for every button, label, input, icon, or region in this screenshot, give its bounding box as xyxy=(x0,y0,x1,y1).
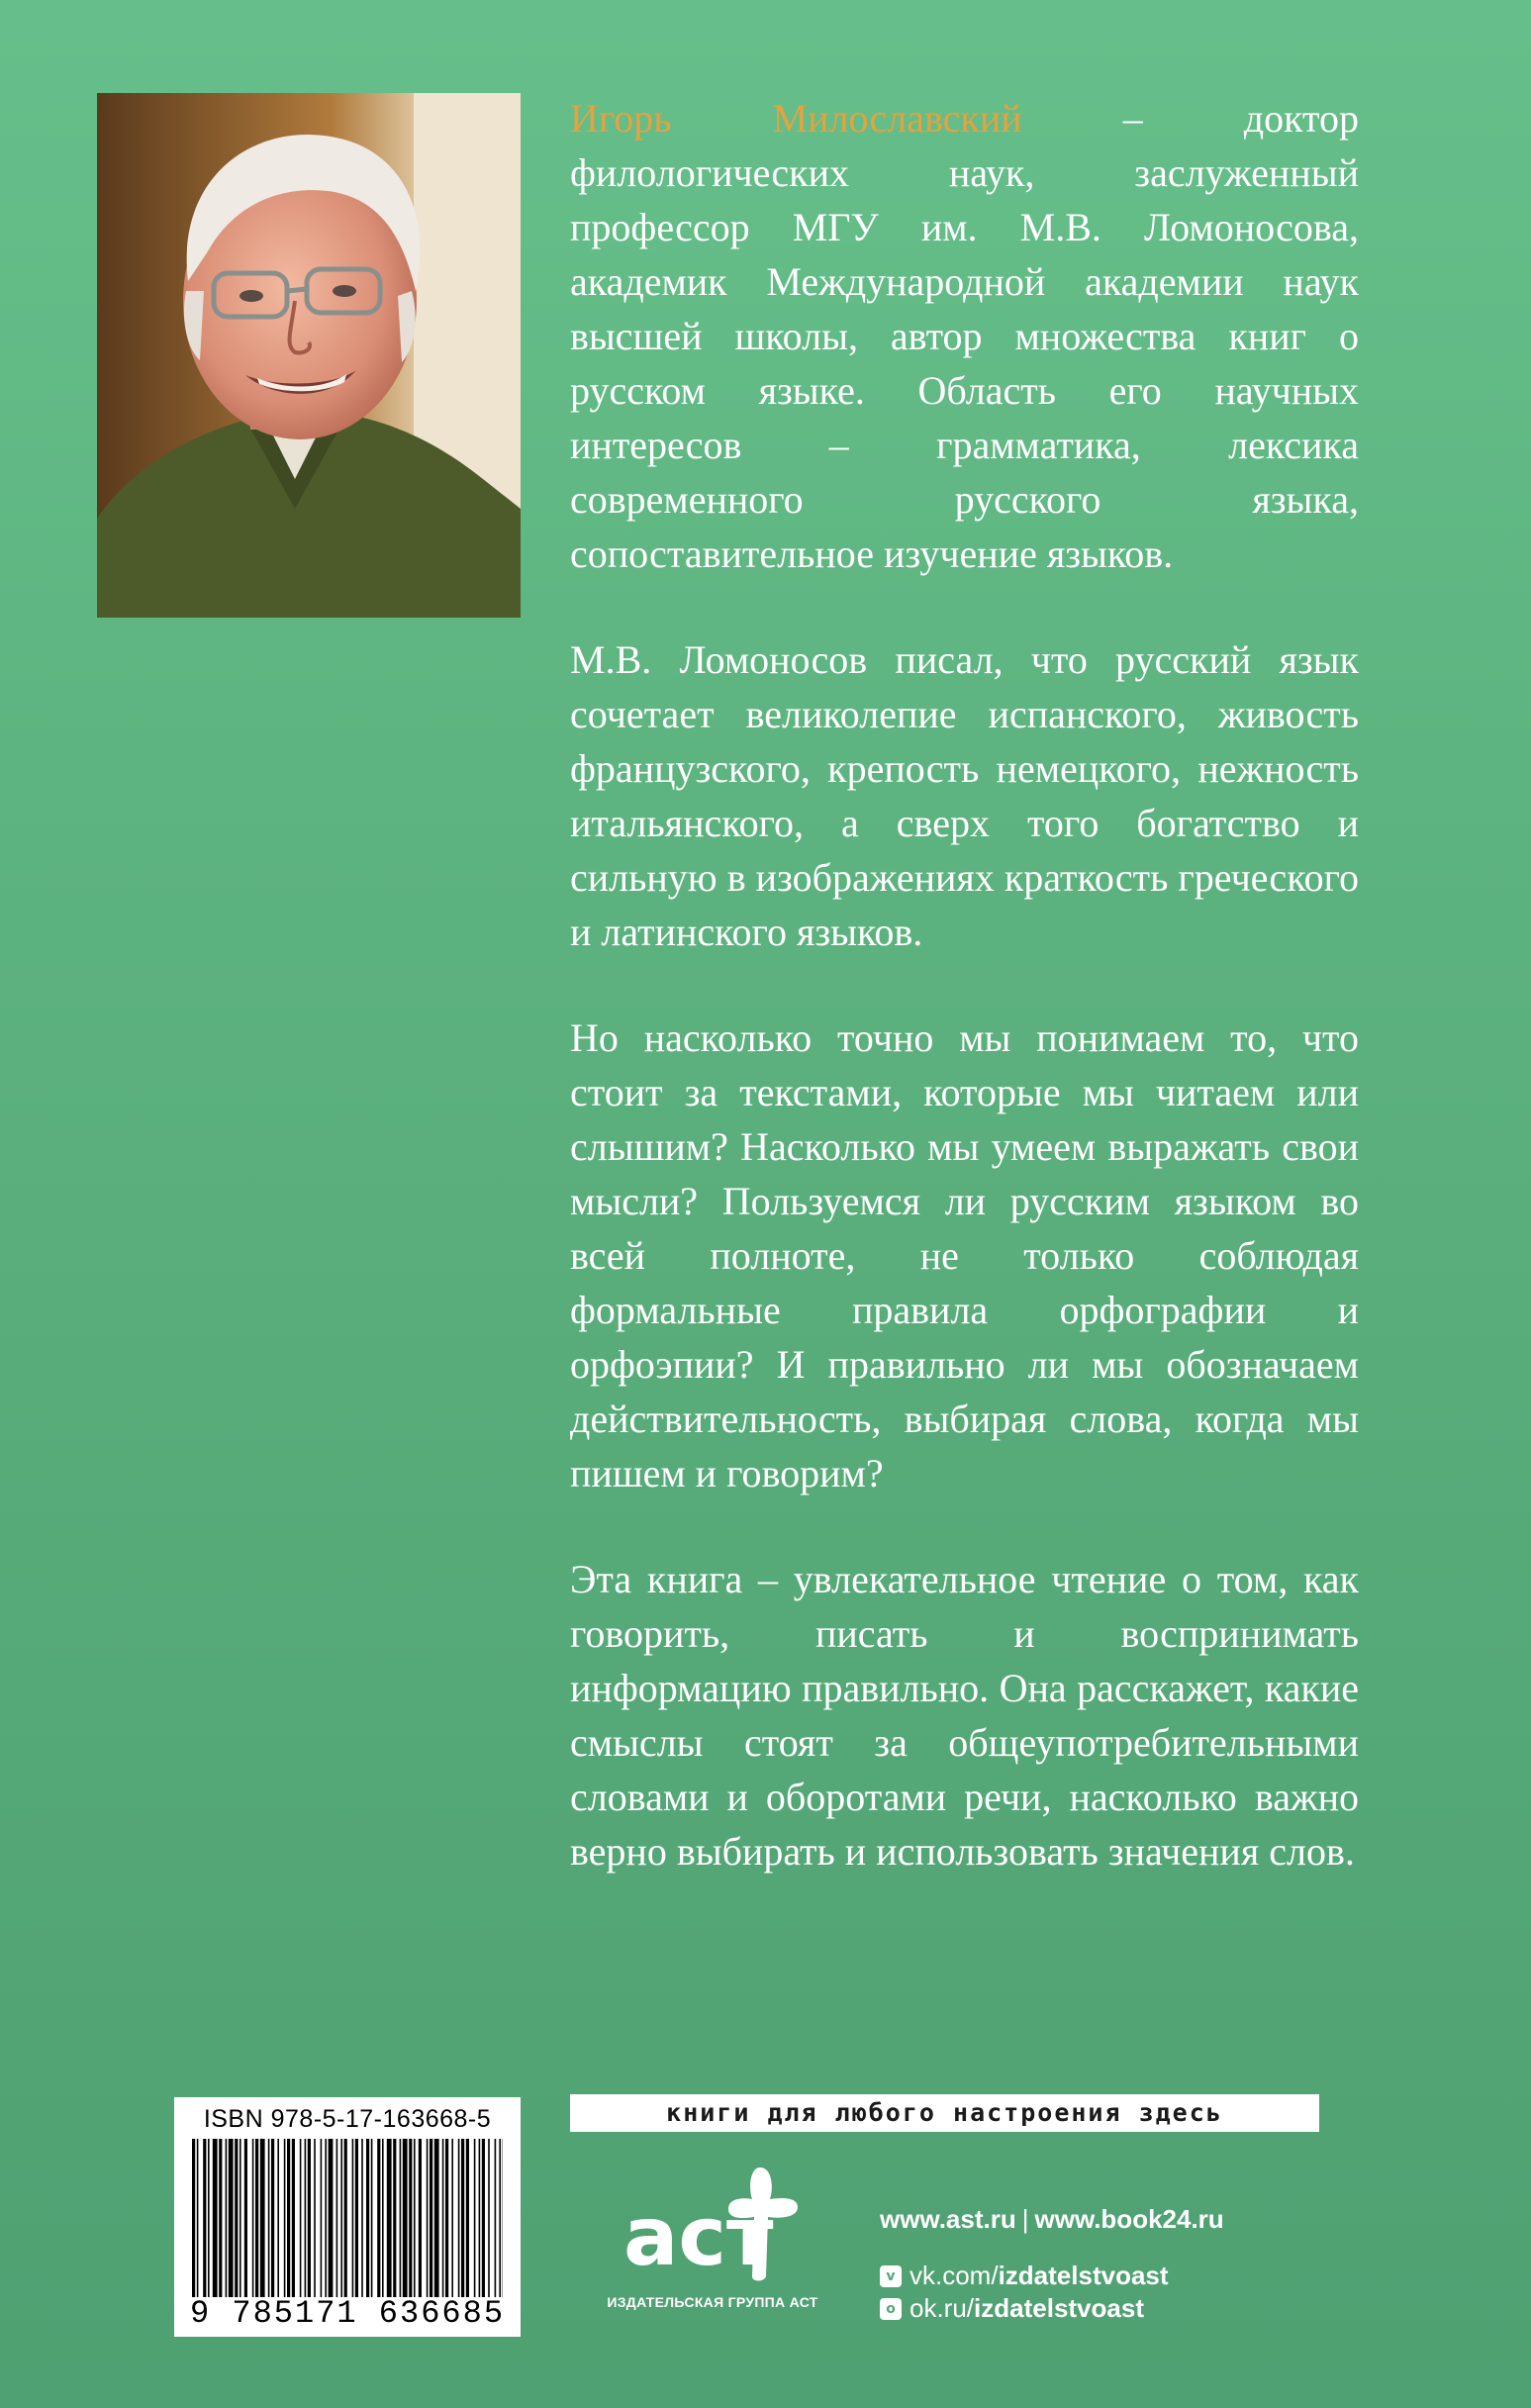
barcode-bar xyxy=(377,2139,380,2297)
link-ast[interactable]: www.ast.ru xyxy=(880,2204,1016,2234)
barcode-bar xyxy=(419,2139,422,2297)
barcode-bar xyxy=(366,2139,369,2297)
paragraph-lomonosov: М.В. Ломоносов писал, что русский язык сочетает великолепие испанского, живость французского, крепость немецкого, нежность итальянского, а сверх того богатство и сильную в изображениях краткость греческого и латинского языков. xyxy=(570,637,1359,954)
barcode-bar xyxy=(461,2139,464,2297)
barcode-bar xyxy=(284,2139,286,2297)
barcode-bar xyxy=(305,2139,307,2297)
barcode-bar xyxy=(414,2139,416,2297)
barcode-bar xyxy=(451,2139,453,2297)
slogan-banner: книги для любого настроения здесь xyxy=(570,2094,1319,2132)
barcode-bar xyxy=(403,2139,408,2297)
barcode-bar xyxy=(292,2139,295,2297)
barcode-bar xyxy=(325,2139,327,2297)
barcode-bar xyxy=(427,2139,429,2297)
ok-name: izdatelstvoast xyxy=(974,2293,1144,2323)
barcode-bar xyxy=(499,2139,501,2297)
barcode-bar xyxy=(344,2139,347,2297)
website-links xyxy=(880,2204,1224,2235)
barcode-bar xyxy=(458,2139,460,2297)
barcode-bar xyxy=(239,2139,241,2297)
ok-link[interactable] xyxy=(880,2293,1144,2324)
barcode-bar xyxy=(382,2139,384,2297)
link-book24[interactable]: www.book24.ru xyxy=(1034,2204,1224,2234)
barcode-bar xyxy=(255,2139,258,2297)
isbn-label: ISBN 978-5-17-163668-5 xyxy=(203,2105,492,2133)
link-separator: | xyxy=(1021,2204,1029,2234)
barcode-bar xyxy=(393,2139,396,2297)
barcode-bar xyxy=(329,2139,334,2297)
description-text xyxy=(570,91,1359,1930)
barcode-bar xyxy=(226,2139,228,2297)
publisher-caption: ИЗДАТЕЛЬСКАЯ ГРУППА АСТ xyxy=(607,2294,818,2310)
vk-prefix: vk.com/ xyxy=(909,2261,999,2290)
barcode-bar xyxy=(252,2139,254,2297)
author-name: Игорь Милославский xyxy=(570,96,1022,141)
barcode-bar xyxy=(430,2139,432,2297)
barcode-bar xyxy=(340,2139,342,2297)
vk-name: izdatelstvoast xyxy=(998,2261,1169,2290)
ast-logo-text: аст xyxy=(623,2190,774,2284)
author-bio-text: – доктор филологических наук, заслуженный профессор МГУ им. М.В. Ломоносова, академик Международной академии наук высшей школы, автор множества книг о русском языке. Область его научных интересов – грамматика, лексика современного русского языка, сопоставительное изучение языков. xyxy=(570,96,1359,576)
barcode-bar xyxy=(219,2139,222,2297)
paragraph-questions: Но насколько точно мы понимаем то, что стоит за текстами, которые мы читаем или слышим? Насколько мы умеем выражать свои мысли? Пользуемся ли русским языком во всей полноте, не только соблюдая формальные правила орфографии и орфоэпии? И правильно ли мы обозначаем действительность, выбирая слова, когда мы пишем и говорим? xyxy=(570,1015,1359,1495)
barcode-bar xyxy=(371,2139,373,2297)
barcode-bar xyxy=(488,2139,490,2297)
barcode-bar xyxy=(192,2139,195,2297)
barcode-bar xyxy=(361,2139,363,2297)
author-photo xyxy=(97,93,521,618)
barcode-bar xyxy=(355,2139,358,2297)
vk-icon: v xyxy=(880,2265,902,2287)
barcode-bar xyxy=(203,2139,206,2297)
vk-link[interactable] xyxy=(880,2261,1169,2291)
barcode-bar xyxy=(277,2139,279,2297)
barcode-bar xyxy=(409,2139,412,2297)
barcode-bar xyxy=(308,2139,311,2297)
barcode-bar xyxy=(287,2139,290,2297)
barcode-digits: 9 785171 636685 xyxy=(189,2295,506,2332)
author-bio xyxy=(570,91,1359,581)
barcode-bar xyxy=(197,2139,199,2297)
barcode-bar xyxy=(271,2139,274,2297)
barcode-bar xyxy=(442,2139,444,2297)
barcode-bar xyxy=(474,2139,476,2297)
barcode-bar xyxy=(208,2139,210,2297)
barcode-bar xyxy=(235,2139,238,2297)
paragraph-book-summary: Эта книга – увлекательное чтение о том, как говорить, писать и воспринимать информацию правильно. Она расскажет, какие смыслы стоят за общеупотребительными словами и оборотами речи, насколько важно верно выбирать и использовать значения слов. xyxy=(570,1557,1359,1874)
barcode xyxy=(192,2139,503,2297)
barcode-bar xyxy=(300,2139,302,2297)
isbn-barcode xyxy=(174,2097,521,2337)
barcode-bar xyxy=(352,2139,354,2297)
barcode-bar xyxy=(466,2139,469,2297)
barcode-bar xyxy=(213,2139,218,2297)
barcode-bar xyxy=(321,2139,323,2297)
barcode-bar xyxy=(260,2139,265,2297)
barcode-bar xyxy=(482,2139,485,2297)
barcode-bar xyxy=(244,2139,247,2297)
barcode-bar xyxy=(229,2139,234,2297)
barcode-bar xyxy=(387,2139,392,2297)
barcode-bar xyxy=(314,2139,316,2297)
ok-prefix: ok.ru/ xyxy=(909,2293,975,2323)
ok-icon: o xyxy=(880,2298,902,2320)
barcode-bar xyxy=(434,2139,439,2297)
barcode-bar xyxy=(268,2139,270,2297)
barcode-bar xyxy=(445,2139,448,2297)
barcode-bar xyxy=(495,2139,497,2297)
barcode-bar xyxy=(400,2139,402,2297)
barcode-bar xyxy=(336,2139,338,2297)
barcode-bar xyxy=(479,2139,481,2297)
